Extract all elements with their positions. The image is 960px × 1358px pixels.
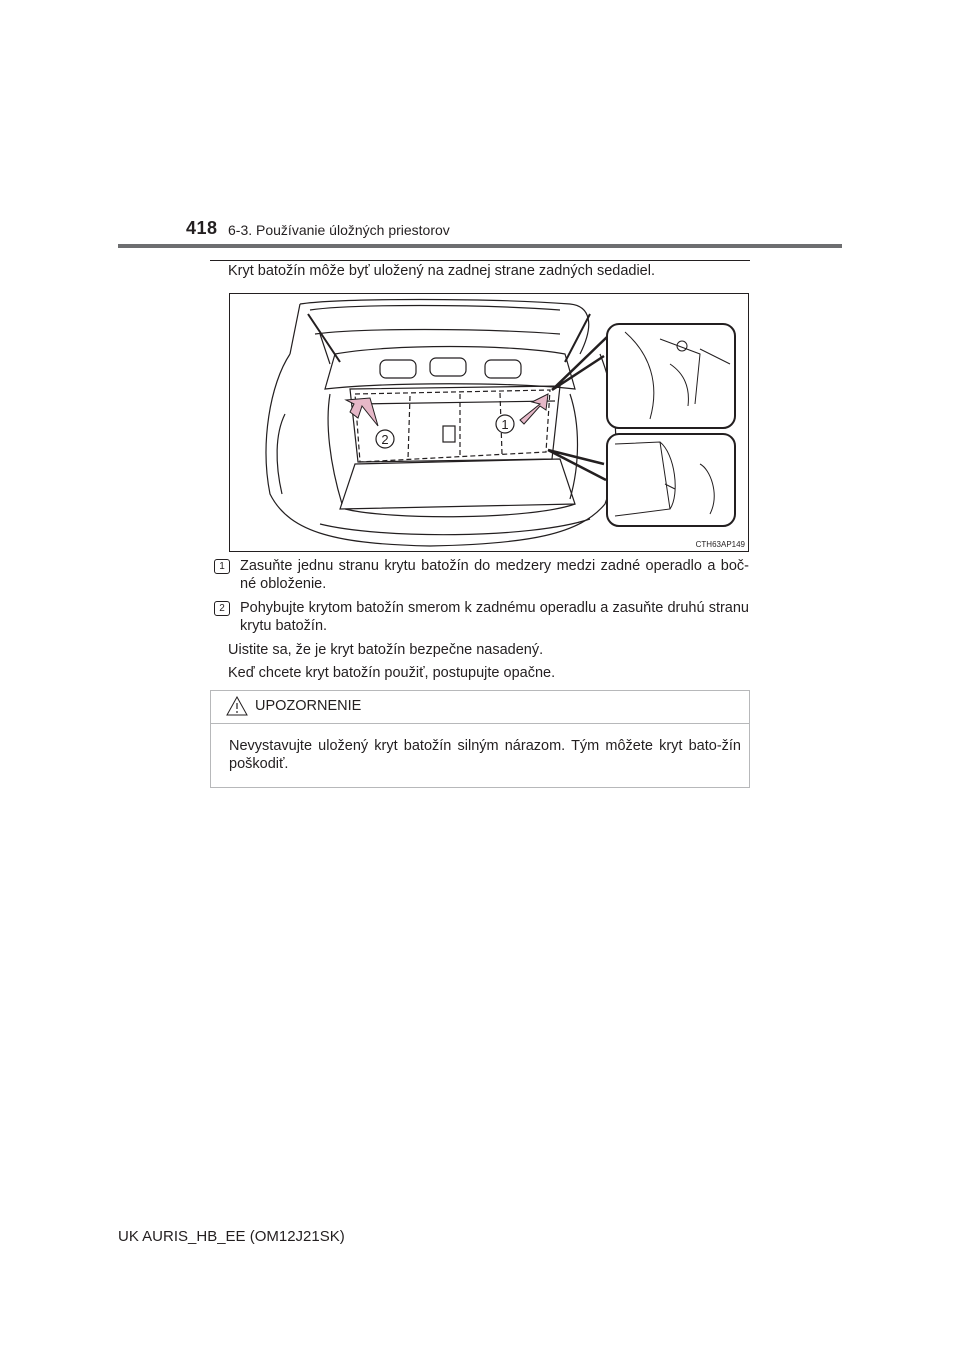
step-item: [214, 599, 749, 635]
step-number-badge: 1: [214, 559, 230, 574]
detail-inset-bottom: [607, 434, 735, 526]
note-secure: Uistite sa, že je kryt batožín bezpečne nasadený.: [228, 642, 544, 658]
callout-1: 1: [501, 417, 509, 432]
step-list: [214, 557, 749, 641]
callout-2: 2: [381, 432, 389, 447]
step-item: [214, 557, 749, 593]
detail-inset-top: [607, 324, 735, 428]
step-text: Pohybujte krytom batožín smerom k zadnému operadlu a zasuňte druhú stranu krytu batožín.: [240, 600, 749, 634]
car-trunk-drawing: [230, 294, 749, 552]
page-number: 418: [186, 218, 218, 238]
intro-rule: [210, 260, 750, 261]
intro-text: Kryt batožín môže byť uložený na zadnej strane zadných sedadiel.: [228, 263, 655, 279]
warning-box: [210, 690, 750, 788]
warning-title: UPOZORNENIE: [255, 698, 362, 714]
luggage-cover-illustration: [229, 293, 749, 552]
warning-triangle-icon: [226, 696, 248, 716]
figure-code: CTH63AP149: [695, 540, 745, 549]
header-rule: [118, 244, 842, 248]
step-number-badge: 2: [214, 601, 230, 616]
section-title: 6-3. Používanie úložných priestorov: [228, 222, 450, 238]
warning-body: Nevystavujte uložený kryt batožín silným nárazom. Tým môžete kryt bato-žín poškodiť.: [229, 738, 741, 772]
footer-model-code: UK AURIS_HB_EE (OM12J21SK): [118, 1228, 345, 1245]
note-reverse: Keď chcete kryt batožín použiť, postupujte opačne.: [228, 665, 556, 681]
warning-header: [211, 691, 749, 724]
step-text: Zasuňte jednu stranu krytu batožín do medzery medzi zadné operadlo a boč-né obloženie.: [240, 558, 749, 592]
